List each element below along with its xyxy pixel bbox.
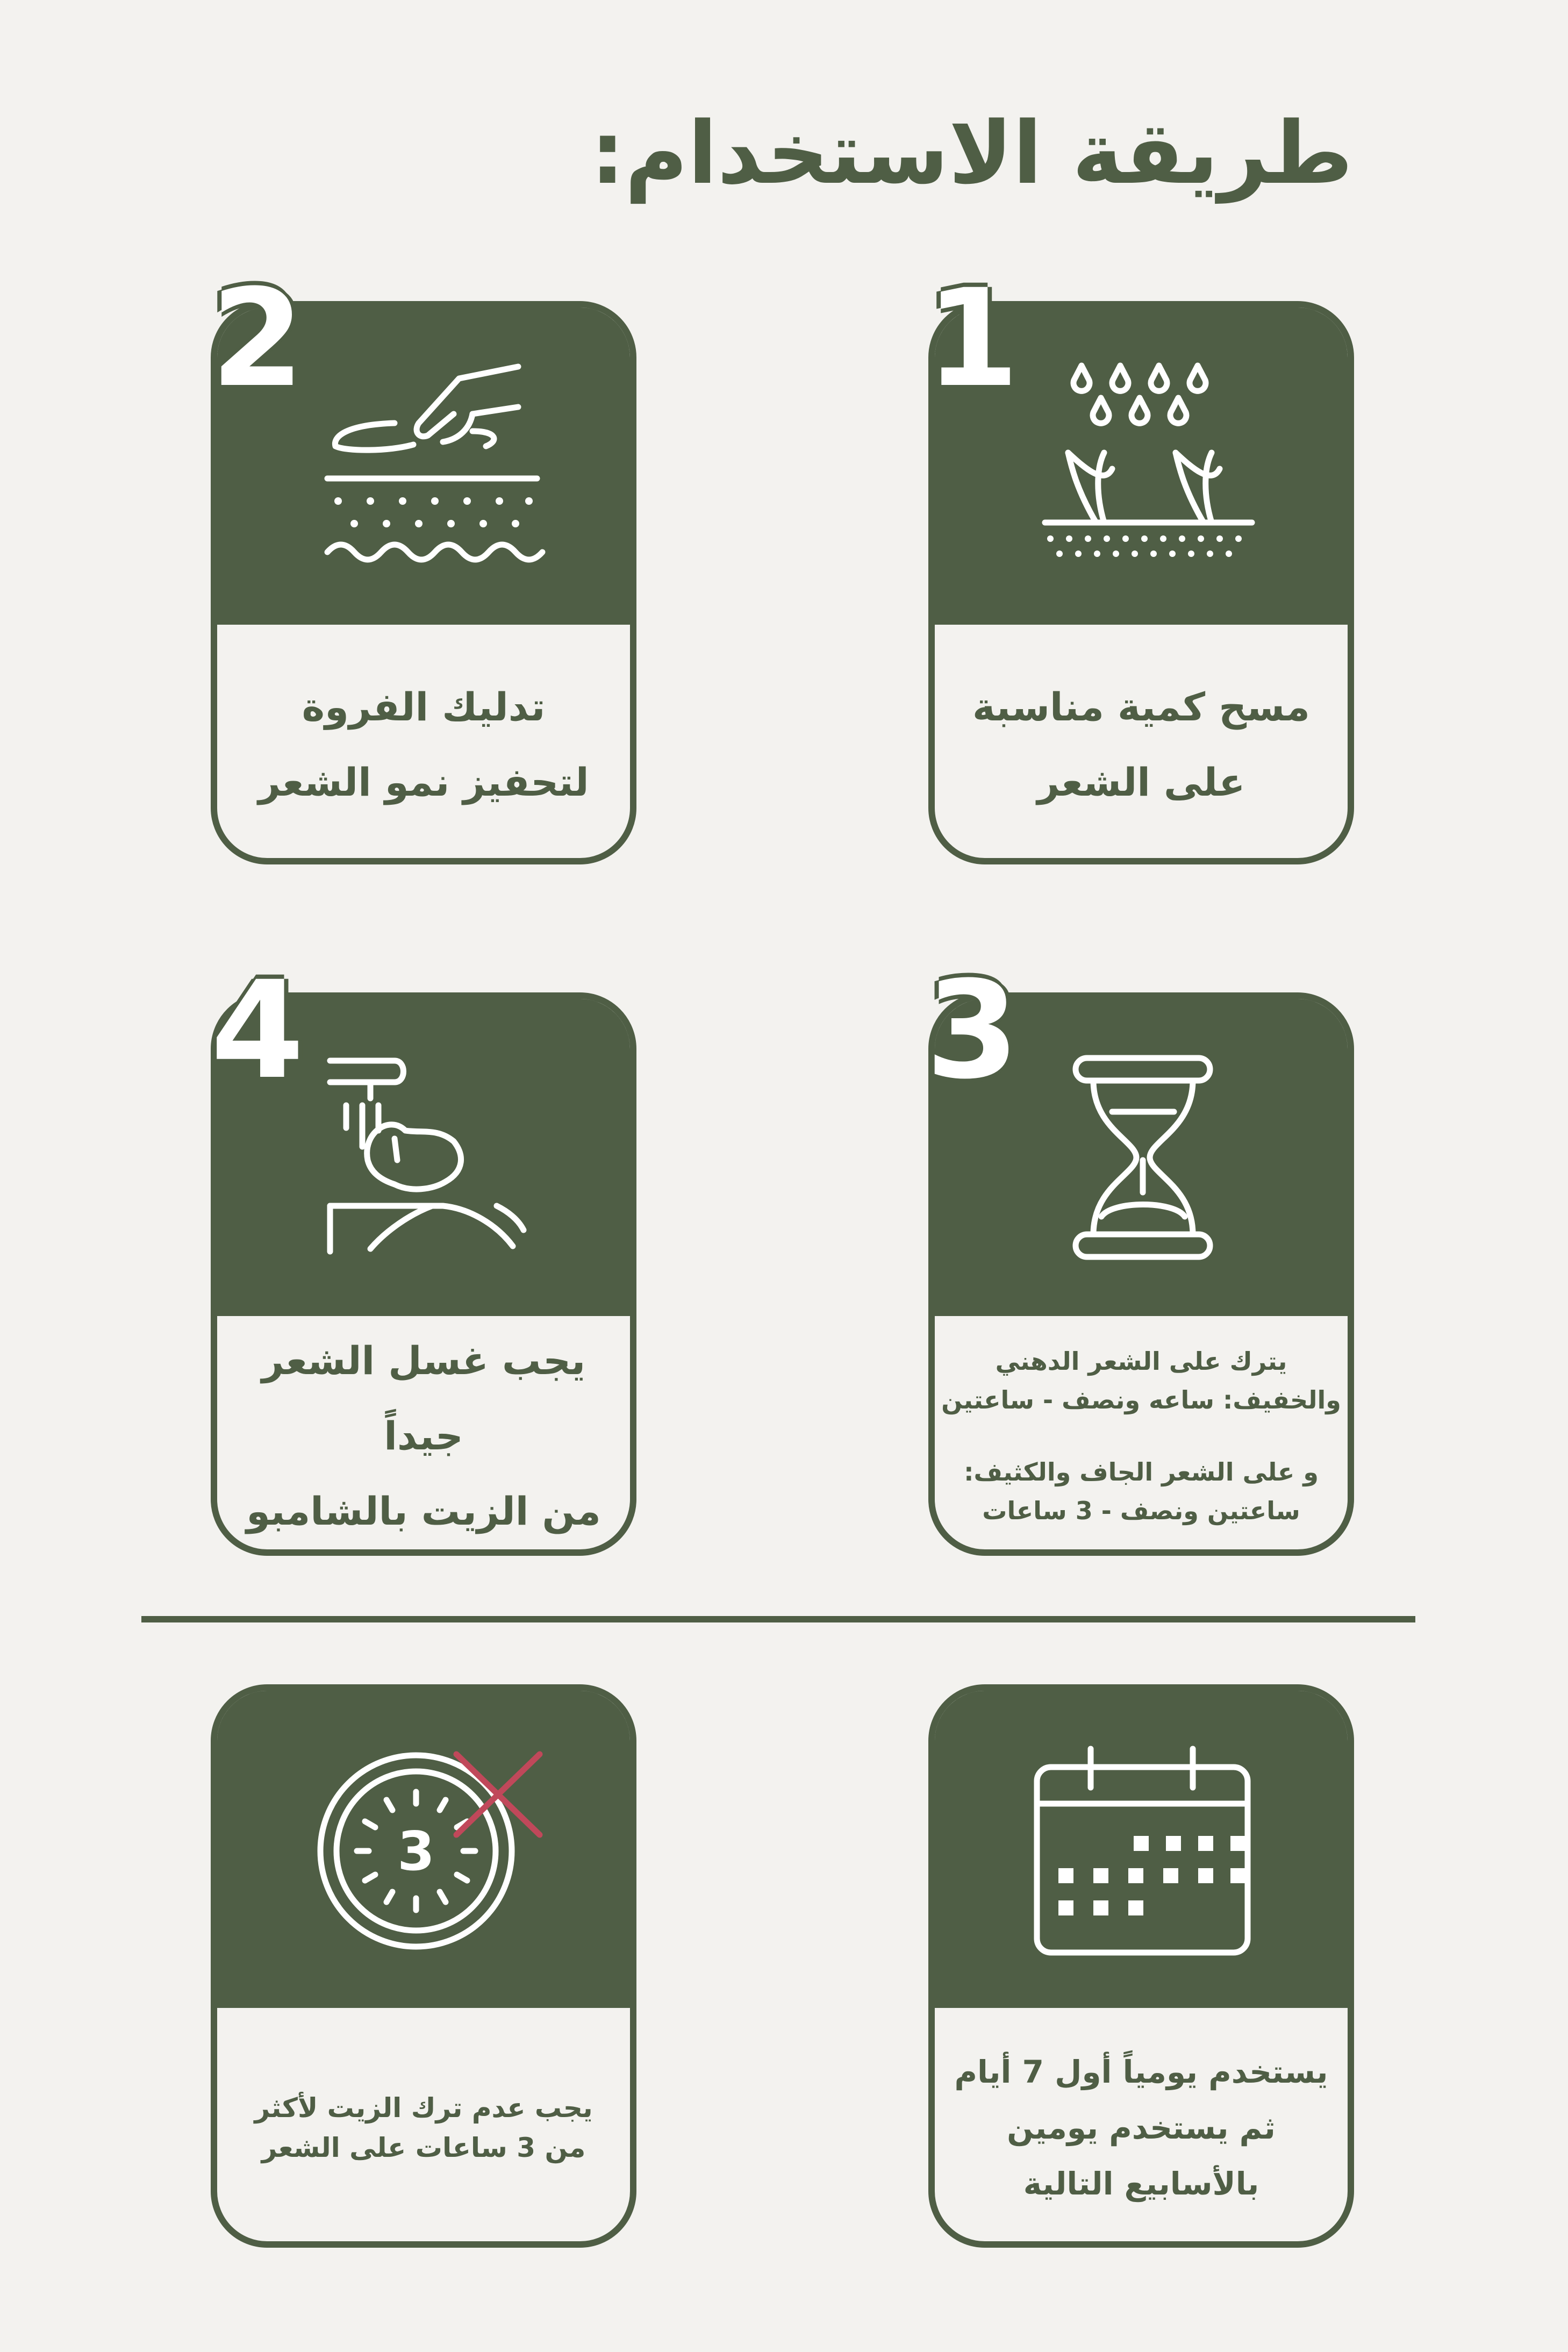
calendar-line-3: بالأسابيع التالية bbox=[1023, 2165, 1259, 2202]
step-2-line-1: تدليك الفروة bbox=[302, 684, 546, 730]
time-limit-line-2: من 3 ساعات على الشعر bbox=[261, 2132, 586, 2163]
calendar-icon-panel bbox=[935, 1691, 1348, 2008]
step-2-caption bbox=[217, 625, 630, 864]
calendar-icon bbox=[935, 1691, 1348, 2008]
step-3-caption bbox=[935, 1316, 1348, 1556]
step-1-line-2: على الشعر bbox=[1037, 760, 1245, 805]
clock-digit: 3 bbox=[397, 1820, 435, 1883]
step-3-line-1: يترك على الشعر الدهني bbox=[995, 1347, 1287, 1376]
step-4-line-2: من الزيت بالشامبو bbox=[246, 1489, 601, 1534]
time-limit-line-1: يجب عدم ترك الزيت لأكثر bbox=[254, 2092, 593, 2124]
step-number-1: 1 bbox=[926, 260, 1019, 417]
time-limit-caption bbox=[217, 2008, 630, 2248]
step-number-2: 2 bbox=[211, 260, 304, 417]
step-number-3: 3 bbox=[926, 952, 1019, 1109]
calendar-caption bbox=[935, 2008, 1348, 2248]
step-4-caption bbox=[217, 1316, 630, 1556]
time-limit-icon-panel bbox=[217, 1691, 630, 2008]
step-1-line-1: مسح كمية مناسبة bbox=[972, 684, 1310, 730]
note-card-calendar bbox=[928, 1684, 1354, 2248]
step-1-caption bbox=[935, 625, 1348, 864]
step-number-4: 4 bbox=[211, 952, 304, 1109]
no-three-hours-icon bbox=[217, 1691, 630, 2008]
step-3-line-2: والخفيف: ساعه ونصف - ساعتين bbox=[941, 1385, 1341, 1414]
note-card-time-limit bbox=[211, 1684, 636, 2248]
step-2-line-2: لتحفيز نمو الشعر bbox=[258, 760, 589, 805]
calendar-line-2: ثم يستخدم يومين bbox=[1007, 2110, 1276, 2146]
page-title: طريقة الاستخدام: bbox=[590, 103, 1353, 203]
calendar-line-1: يستخدم يومياً أول 7 أيام bbox=[954, 2054, 1328, 2090]
step-3-line-3: و على الشعر الجاف والكثيف: bbox=[964, 1457, 1319, 1486]
step-3-line-4: ساعتين ونصف - 3 ساعات bbox=[982, 1496, 1300, 1525]
step-4-line-1: يجب غسل الشعر جيداً bbox=[261, 1338, 586, 1459]
section-divider bbox=[141, 1616, 1415, 1622]
